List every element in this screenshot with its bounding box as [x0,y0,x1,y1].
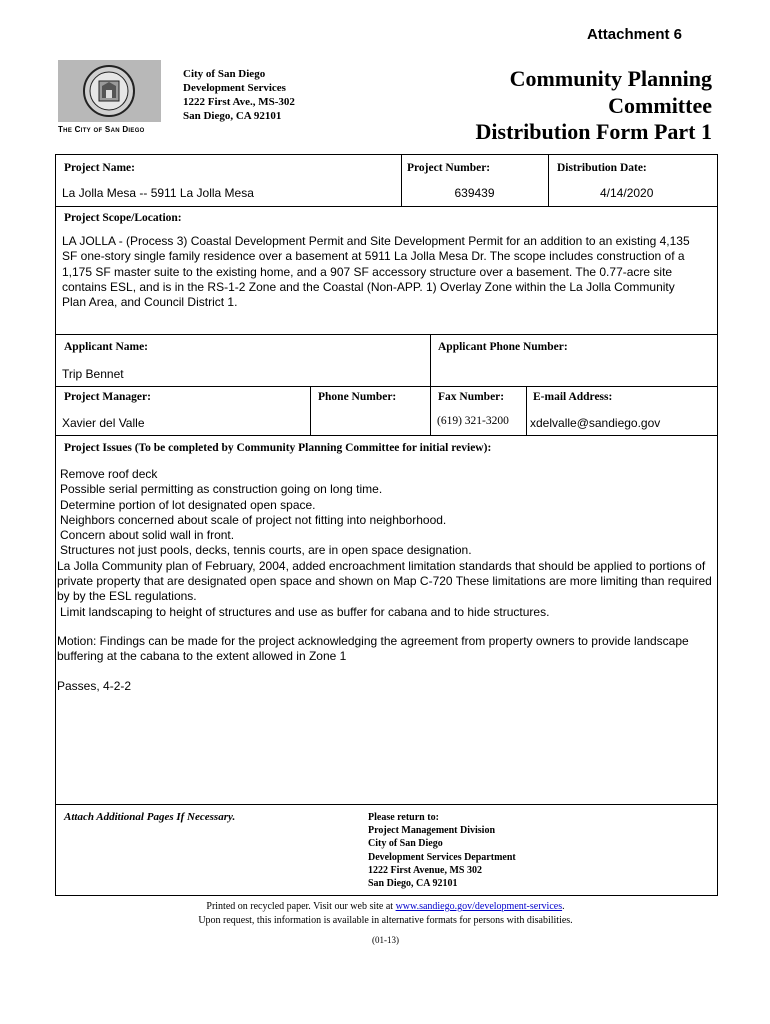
return-line: Please return to: [368,812,439,823]
project-manager-label: Project Manager: [64,391,151,403]
issues-text [57,467,725,694]
issue-line: La Jolla Community plan of February, 2004, added encroachment limitation standards that should be applied to portions of private property that are designated open space and shown on Map C-720 These limitations are more limiting than required by by the ESL regulations. [57,558,712,604]
motion-text: Motion: Findings can be made for the project acknowledging the agreement from property owners to provide landscape buffering at the cabana to the extent allowed in Zone 1 [57,633,689,664]
scope-text: LA JOLLA - (Process 3) Coastal Development Permit and Site Development Permit for an addition to an existing 4,135 SF one-story single family residence over a basement at 5911 La Jolla Mesa Dr. The scope includes construction of a 1,175 SF master suite to the existing home, and a 907 SF accessory structure over a basement. The 0.77-acre site contains ESL, and is in the RS-1-2 Zone and the Coastal (Non-APP. 1) Overlay Zone within the La Jolla Community Plan Area, and Council District 1. [62,234,690,310]
form-title [476,66,712,146]
project-name-label: Project Name: [64,162,135,174]
applicant-name-value: Trip Bennet [62,367,124,381]
return-line: City of San Diego [368,838,443,850]
recycled-suffix: . [562,901,565,912]
address-line: City of San Diego [183,68,266,80]
issue-line: Remove roof deck [60,467,158,481]
return-line: Development Services Department [368,851,516,863]
phone-number-label: Phone Number: [318,391,397,403]
website-link[interactable]: www.sandiego.gov/development-services [395,901,563,912]
alt-formats-note: Upon request, this information is available in alternative formats for persons with disabilities. [198,915,573,926]
form-title-line: Committee [608,92,712,118]
return-line: Project Management Division [368,825,496,837]
distribution-date-label: Distribution Date: [557,162,647,174]
return-address [368,811,516,890]
footer [58,900,713,928]
issue-line: Concern about solid wall in front. [60,528,235,543]
email-label: E-mail Address: [533,391,613,403]
issue-line: Determine portion of lot designated open space. [60,497,316,512]
return-line: San Diego, CA 92101 [368,878,458,890]
issue-line: Structures not just pools, decks, tennis courts, are in open space designation. [60,543,472,558]
address-line: San Diego, CA 92101 [183,110,282,122]
recycled-note [58,900,713,914]
email-value: xdelvalle@sandiego.gov [530,416,661,430]
issue-line: Neighbors concerned about scale of project not fitting into neighborhood. [60,512,447,527]
return-line: 1222 First Avenue, MS 302 [368,864,482,876]
project-manager-value: Xavier del Valle [62,416,145,430]
attachment-label: Attachment 6 [586,26,682,43]
issues-label: Project Issues (To be completed by Community Planning Committee for initial review): [64,442,492,454]
issue-line: Limit landscaping to height of structures and use as buffer for cabana and to hide structures. [60,604,550,619]
scope-label: Project Scope/Location: [64,212,182,224]
fax-number-label: Fax Number: [438,391,505,403]
project-number-label: Project Number: [407,162,491,174]
vote-result: Passes, 4-2-2 [57,678,132,693]
applicant-phone-label: Applicant Phone Number: [438,341,568,353]
attach-pages-note: Attach Additional Pages If Necessary. [64,811,236,823]
fax-number-value: (619) 321-3200 [437,415,509,427]
recycled-prefix: Printed on recycled paper. Visit our web site at [206,901,396,912]
form-title-line: Distribution Form Part 1 [475,119,712,144]
city-caption: The City of San Diego [58,125,145,134]
applicant-name-label: Applicant Name: [64,341,149,353]
project-name-value: La Jolla Mesa -- 5911 La Jolla Mesa [62,186,254,200]
department-address [183,67,295,123]
city-seal [58,60,161,122]
address-line: Development Services [183,82,286,94]
form-title-line: Community Planning [509,66,712,91]
address-line: 1222 First Ave., MS-302 [183,96,295,108]
city-seal-icon [82,64,136,118]
project-number-value: 639439 [454,186,495,200]
form-code: (01-13) [372,935,399,945]
issue-line: Possible serial permitting as construction going on long time. [60,482,383,497]
distribution-date-value: 4/14/2020 [600,186,654,200]
